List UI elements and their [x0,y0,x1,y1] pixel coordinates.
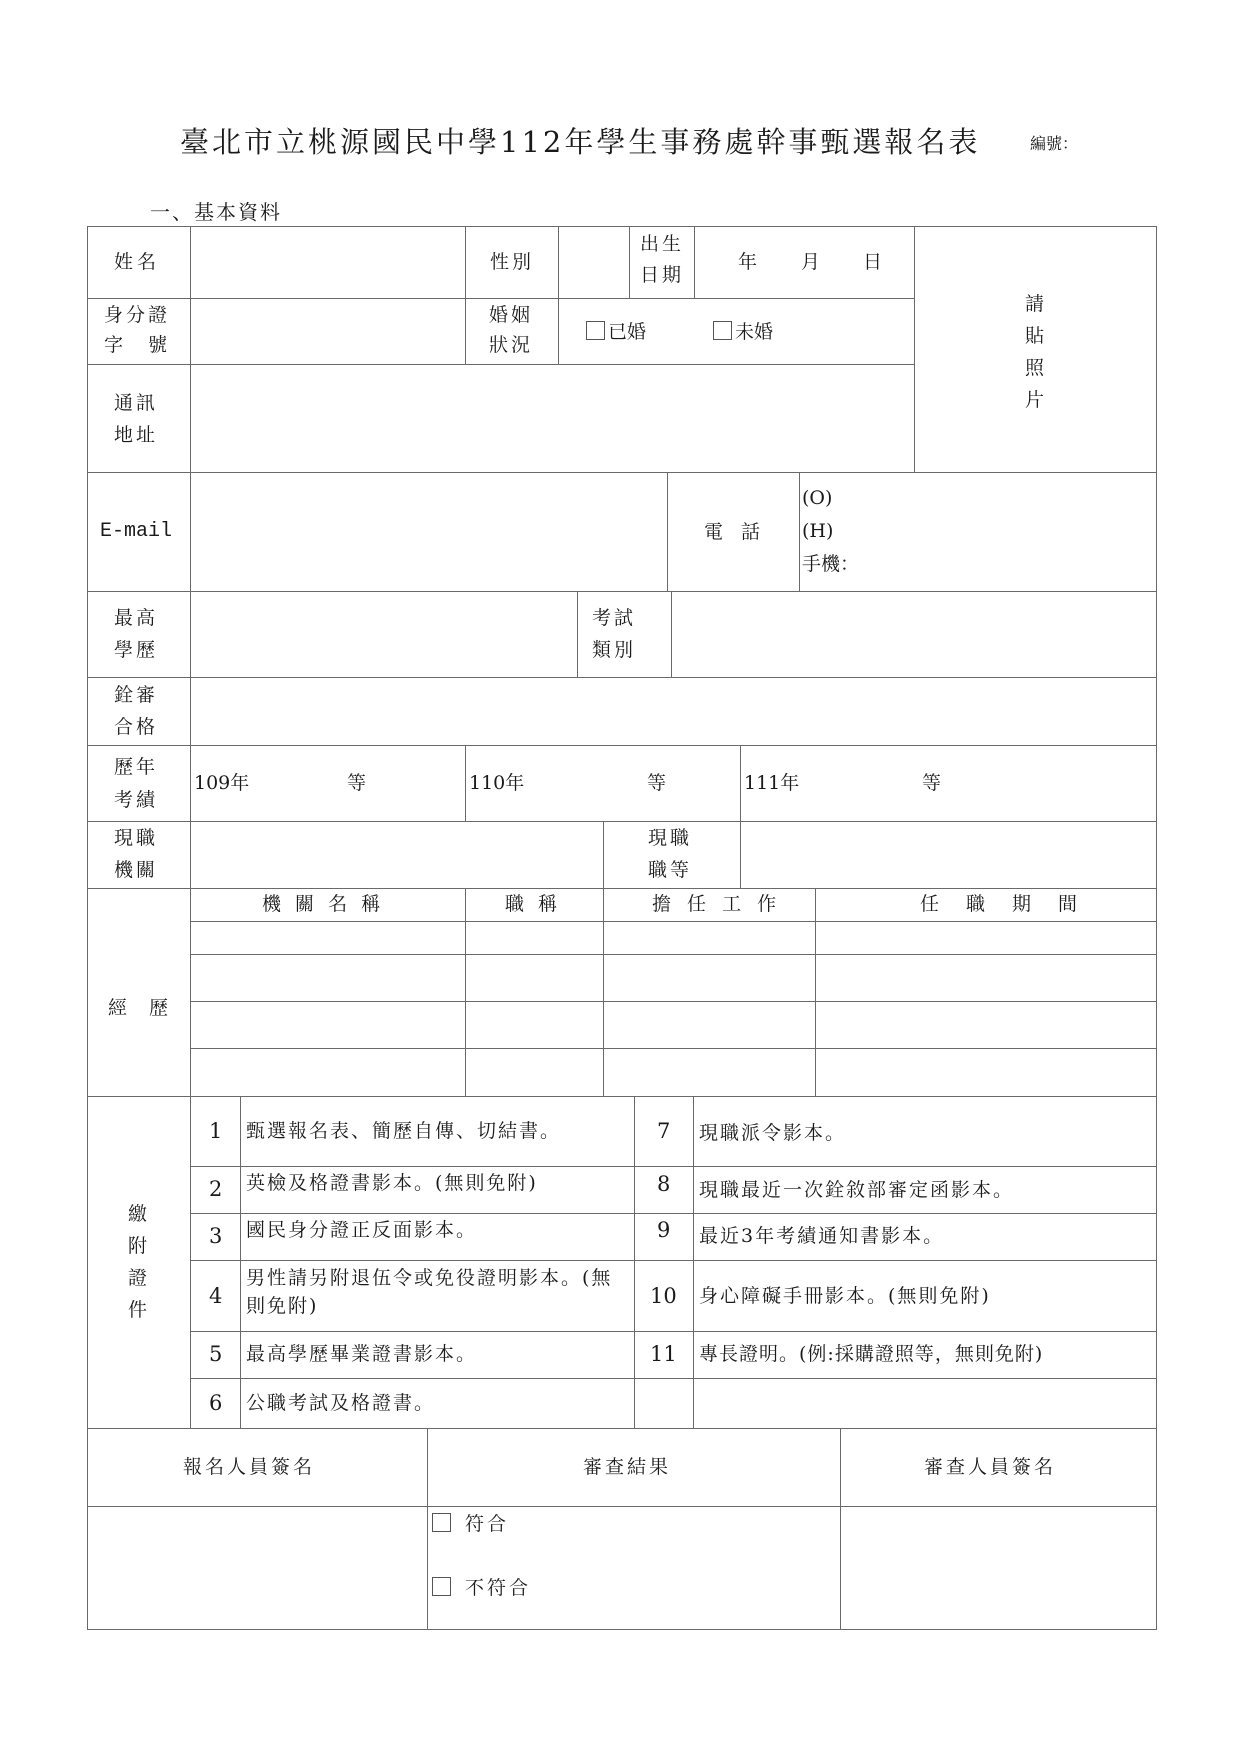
unmarried-label: 未婚 [735,321,774,343]
attachment-item-9: 最近3年考績通知書影本。 [699,1225,945,1247]
exam-category-field[interactable] [673,593,1156,676]
experience-row-4[interactable] [192,1050,1156,1095]
exam-label-line1: 考試 [592,607,637,629]
birth-year-unit: 年 [738,251,758,273]
marital-label-line1: 婚姻 [489,304,534,326]
reviewer-signature-field[interactable] [842,1508,1156,1628]
attachment-item-5: 最高學歷畢業證書影本。 [246,1343,478,1365]
married-checkbox[interactable] [586,321,605,340]
performance-label-line1: 歷年 [114,756,159,778]
photo-char-1: 請 [1025,293,1045,315]
review-result-label: 審查結果 [583,1456,672,1478]
phone-field[interactable] [801,474,1156,590]
attachment-no-3: 3 [209,1224,223,1248]
performance-110-grade: 等 [647,772,667,794]
experience-row-3[interactable] [192,1003,1156,1047]
performance-109[interactable] [192,747,464,820]
pass-checkbox[interactable] [432,1513,451,1532]
address-label-line2: 地址 [114,424,159,446]
photo-char-4: 片 [1025,389,1045,411]
attachment-item-10: 身心障礙手冊影本。(無則免附) [699,1285,991,1307]
attachments-label-char-2: 附 [128,1235,148,1257]
qualification-label-line1: 銓審 [114,684,159,706]
pass-label: 符合 [465,1513,510,1535]
birth-date-field[interactable] [696,228,913,297]
applicant-signature-field[interactable] [89,1508,426,1628]
address-field[interactable] [192,366,913,471]
performance-110-year: 110年 [469,772,525,794]
attachment-item-2: 英檢及格證書影本。(無則免附) [246,1172,538,1194]
performance-109-year: 109年 [194,772,250,794]
serial-number-label: 編號： [1030,134,1079,153]
current-org-label-line2: 機關 [114,859,159,881]
attachment-no-11: 11 [650,1342,677,1366]
attachment-no-6: 6 [209,1391,223,1415]
name-field[interactable] [192,228,463,297]
current-org-label-line1: 現職 [114,827,159,849]
birth-day-unit: 日 [863,251,883,273]
phone-mobile-label: 手機： [802,553,860,575]
current-rank-field[interactable] [742,823,1156,887]
performance-111-grade: 等 [922,772,942,794]
performance-111-year: 111年 [744,772,800,794]
applicant-signature-label: 報名人員簽名 [183,1456,316,1478]
phone-office-label: (O) [802,487,833,509]
marital-label-line2: 狀況 [489,334,534,356]
name-label: 姓名 [114,251,161,273]
form-title: 臺北市立桃源國民中學112年學生事務處幹事甄選報名表 [180,125,981,159]
attachment-item-11: 專長證明。(例:採購證照等，無則免附) [699,1343,1044,1365]
id-label-line2: 字 號 [104,334,171,356]
email-label: E-mail [100,520,173,543]
performance-label-line2: 考績 [114,789,159,811]
attachments-label-char-4: 件 [128,1299,148,1321]
exam-label-line2: 類別 [592,639,637,661]
pass-option[interactable] [432,1510,509,1538]
id-number-field[interactable] [192,300,463,363]
phone-label: 電 話 [704,521,767,543]
attachment-no-10: 10 [650,1284,677,1308]
attachment-no-8: 8 [657,1172,671,1196]
section-basic-info-label: 一、基本資料 [150,200,282,224]
experience-label: 經 歷 [108,997,177,1019]
photo-placeholder[interactable] [916,228,1156,471]
experience-row-1[interactable] [192,923,1156,953]
attachment-no-7: 7 [657,1119,671,1143]
experience-row-2[interactable] [192,956,1156,1000]
attachment-item-8: 現職最近一次銓敘部審定函影本。 [699,1179,1015,1201]
attachment-no-2: 2 [209,1177,223,1201]
attachments-label-char-3: 證 [128,1267,148,1289]
unmarried-option[interactable] [713,318,773,346]
experience-col-title: 職 稱 [505,893,562,915]
gender-label: 性別 [490,251,535,273]
birth-month-unit: 月 [801,251,821,273]
attachment-no-1: 1 [209,1119,223,1143]
email-field[interactable] [192,474,666,590]
experience-col-period: 任 職 期 間 [920,893,1082,915]
current-rank-label-line1: 現職 [648,827,693,849]
birth-label-line2: 日期 [640,264,685,286]
performance-110[interactable] [467,747,739,820]
experience-col-org: 機 關 名 稱 [262,893,385,915]
attachment-item-6: 公職考試及格證書。 [246,1392,436,1414]
address-label-line1: 通訊 [114,392,159,414]
photo-char-3: 照 [1025,357,1045,379]
phone-home-label: (H) [802,520,834,542]
photo-char-2: 貼 [1025,325,1045,347]
married-label: 已婚 [608,321,647,343]
attachment-item-7: 現職派令影本。 [699,1122,847,1144]
attachment-no-9: 9 [657,1218,671,1242]
attachment-item-4: 男性請另附退伍令或免役證明影本。(無則免附) [246,1267,613,1317]
fail-checkbox[interactable] [432,1577,451,1596]
reviewer-signature-label: 審查人員簽名 [924,1456,1057,1478]
gender-field[interactable] [560,228,628,297]
married-option[interactable] [586,318,646,346]
attachment-no-5: 5 [209,1342,223,1366]
performance-109-grade: 等 [347,772,367,794]
unmarried-checkbox[interactable] [713,321,732,340]
attachment-item-1: 甄選報名表、簡歷自傳、切結書。 [246,1120,562,1142]
fail-label: 不符合 [465,1577,532,1599]
attachments-label-char-1: 繳 [128,1203,148,1225]
experience-col-duty: 擔 任 工 作 [652,893,782,915]
current-org-field[interactable] [192,823,602,887]
education-label-line1: 最高 [114,607,159,629]
performance-111[interactable] [742,747,1156,820]
qualification-label-line2: 合格 [114,716,159,738]
education-field[interactable] [192,593,576,676]
fail-option[interactable] [432,1574,531,1602]
id-label-line1: 身分證 [104,304,171,326]
birth-label-line1: 出生 [640,233,685,255]
education-label-line2: 學歷 [114,639,159,661]
qualification-field[interactable] [192,679,1156,744]
attachment-no-4: 4 [209,1284,223,1308]
current-rank-label-line2: 職等 [648,859,693,881]
attachment-item-3: 國民身分證正反面影本。 [246,1219,478,1241]
